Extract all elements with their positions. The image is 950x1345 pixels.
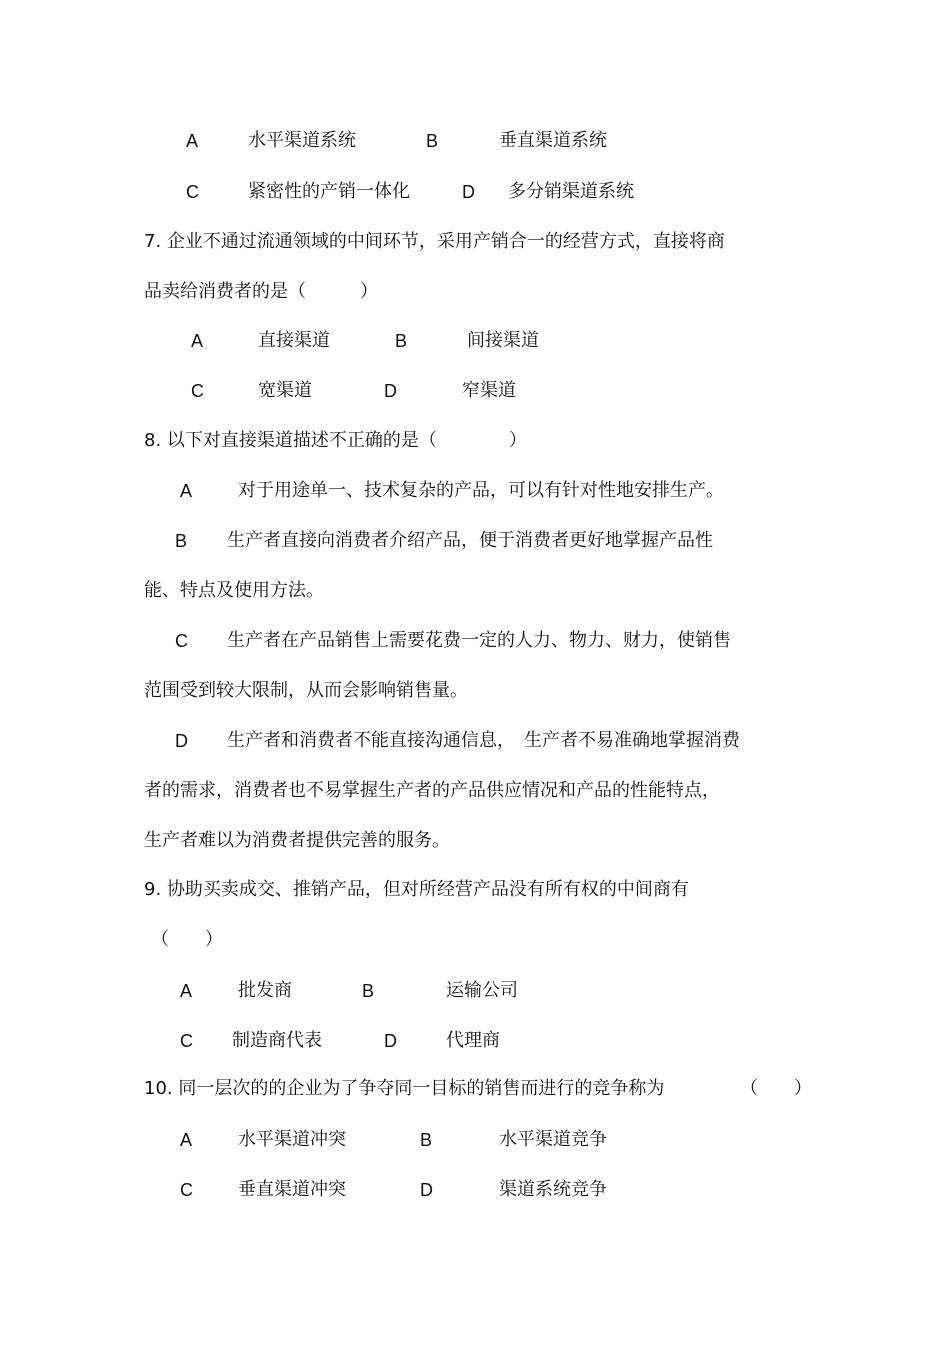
question-stem: 品卖给消费者的是（ ） bbox=[144, 281, 378, 302]
option-letter: B bbox=[420, 1130, 433, 1150]
option-letter: D bbox=[462, 182, 475, 202]
question-stem: 8. 以下对直接渠道描述不正确的是（ ） bbox=[144, 430, 527, 451]
option-text-continued: 生产者难以为消费者提供完善的服务。 bbox=[144, 830, 450, 851]
option-text: 生产者和消费者不能直接沟通信息， 生产者不易准确地掌握消费 bbox=[227, 730, 740, 751]
option-text: 水平渠道系统 bbox=[248, 130, 356, 151]
option-letter: A bbox=[191, 331, 204, 351]
option-text-continued: 范围受到较大限制，从而会影响销售量。 bbox=[144, 680, 468, 701]
option-text: 宽渠道 bbox=[258, 380, 312, 401]
option-letter: C bbox=[191, 381, 204, 401]
option-text: 多分销渠道系统 bbox=[508, 181, 634, 202]
option-text: 垂直渠道冲突 bbox=[238, 1179, 346, 1200]
option-letter: D bbox=[175, 731, 188, 751]
option-text: 窄渠道 bbox=[462, 380, 516, 401]
option-letter: D bbox=[384, 381, 397, 401]
option-text: 间接渠道 bbox=[467, 330, 539, 351]
option-letter: D bbox=[384, 1031, 397, 1051]
option-letter: A bbox=[186, 131, 199, 151]
answer-paren: （ ） bbox=[740, 1078, 812, 1099]
option-letter: C bbox=[180, 1180, 193, 1200]
option-text: 对于用途单一、技术复杂的产品，可以有针对性地安排生产。 bbox=[238, 480, 724, 501]
option-text: 生产者在产品销售上需要花费一定的人力、物力、财力，使销售 bbox=[227, 630, 731, 651]
option-text: 生产者直接向消费者介绍产品，便于消费者更好地掌握产品性 bbox=[227, 530, 713, 551]
option-text: 渠道系统竞争 bbox=[499, 1179, 607, 1200]
option-letter: B bbox=[395, 331, 408, 351]
option-letter: B bbox=[175, 531, 188, 551]
question-stem: 9. 协助买卖成交、推销产品，但对所经营产品没有所有权的中间商有 bbox=[144, 879, 689, 900]
option-letter: A bbox=[180, 1130, 193, 1150]
option-text-continued: 者的需求，消费者也不易掌握生产者的产品供应情况和产品的性能特点， bbox=[144, 780, 720, 801]
option-text: 代理商 bbox=[446, 1030, 500, 1051]
option-text: 制造商代表 bbox=[232, 1030, 322, 1051]
option-letter: A bbox=[180, 981, 193, 1001]
option-text-continued: 能、特点及使用方法。 bbox=[144, 580, 324, 601]
option-letter: B bbox=[426, 131, 439, 151]
question-stem: 10. 同一层次的的企业为了争夺同一目标的销售而进行的竞争称为 bbox=[144, 1078, 665, 1099]
option-text: 垂直渠道系统 bbox=[499, 130, 607, 151]
option-text: 紧密性的产销一体化 bbox=[248, 181, 410, 202]
option-letter: C bbox=[186, 182, 199, 202]
option-text: 直接渠道 bbox=[258, 330, 330, 351]
option-letter: C bbox=[180, 1031, 193, 1051]
option-letter: C bbox=[175, 631, 188, 651]
option-text: 批发商 bbox=[238, 980, 292, 1001]
question-stem: 7. 企业不通过流通领域的中间环节，采用产销合一的经营方式，直接将商 bbox=[144, 231, 725, 252]
option-letter: B bbox=[362, 981, 375, 1001]
option-letter: D bbox=[420, 1180, 433, 1200]
option-text: 水平渠道冲突 bbox=[238, 1129, 346, 1150]
option-text: 运输公司 bbox=[446, 980, 518, 1001]
option-letter: A bbox=[180, 481, 193, 501]
option-text: 水平渠道竞争 bbox=[499, 1129, 607, 1150]
question-stem: （ ） bbox=[151, 929, 223, 950]
